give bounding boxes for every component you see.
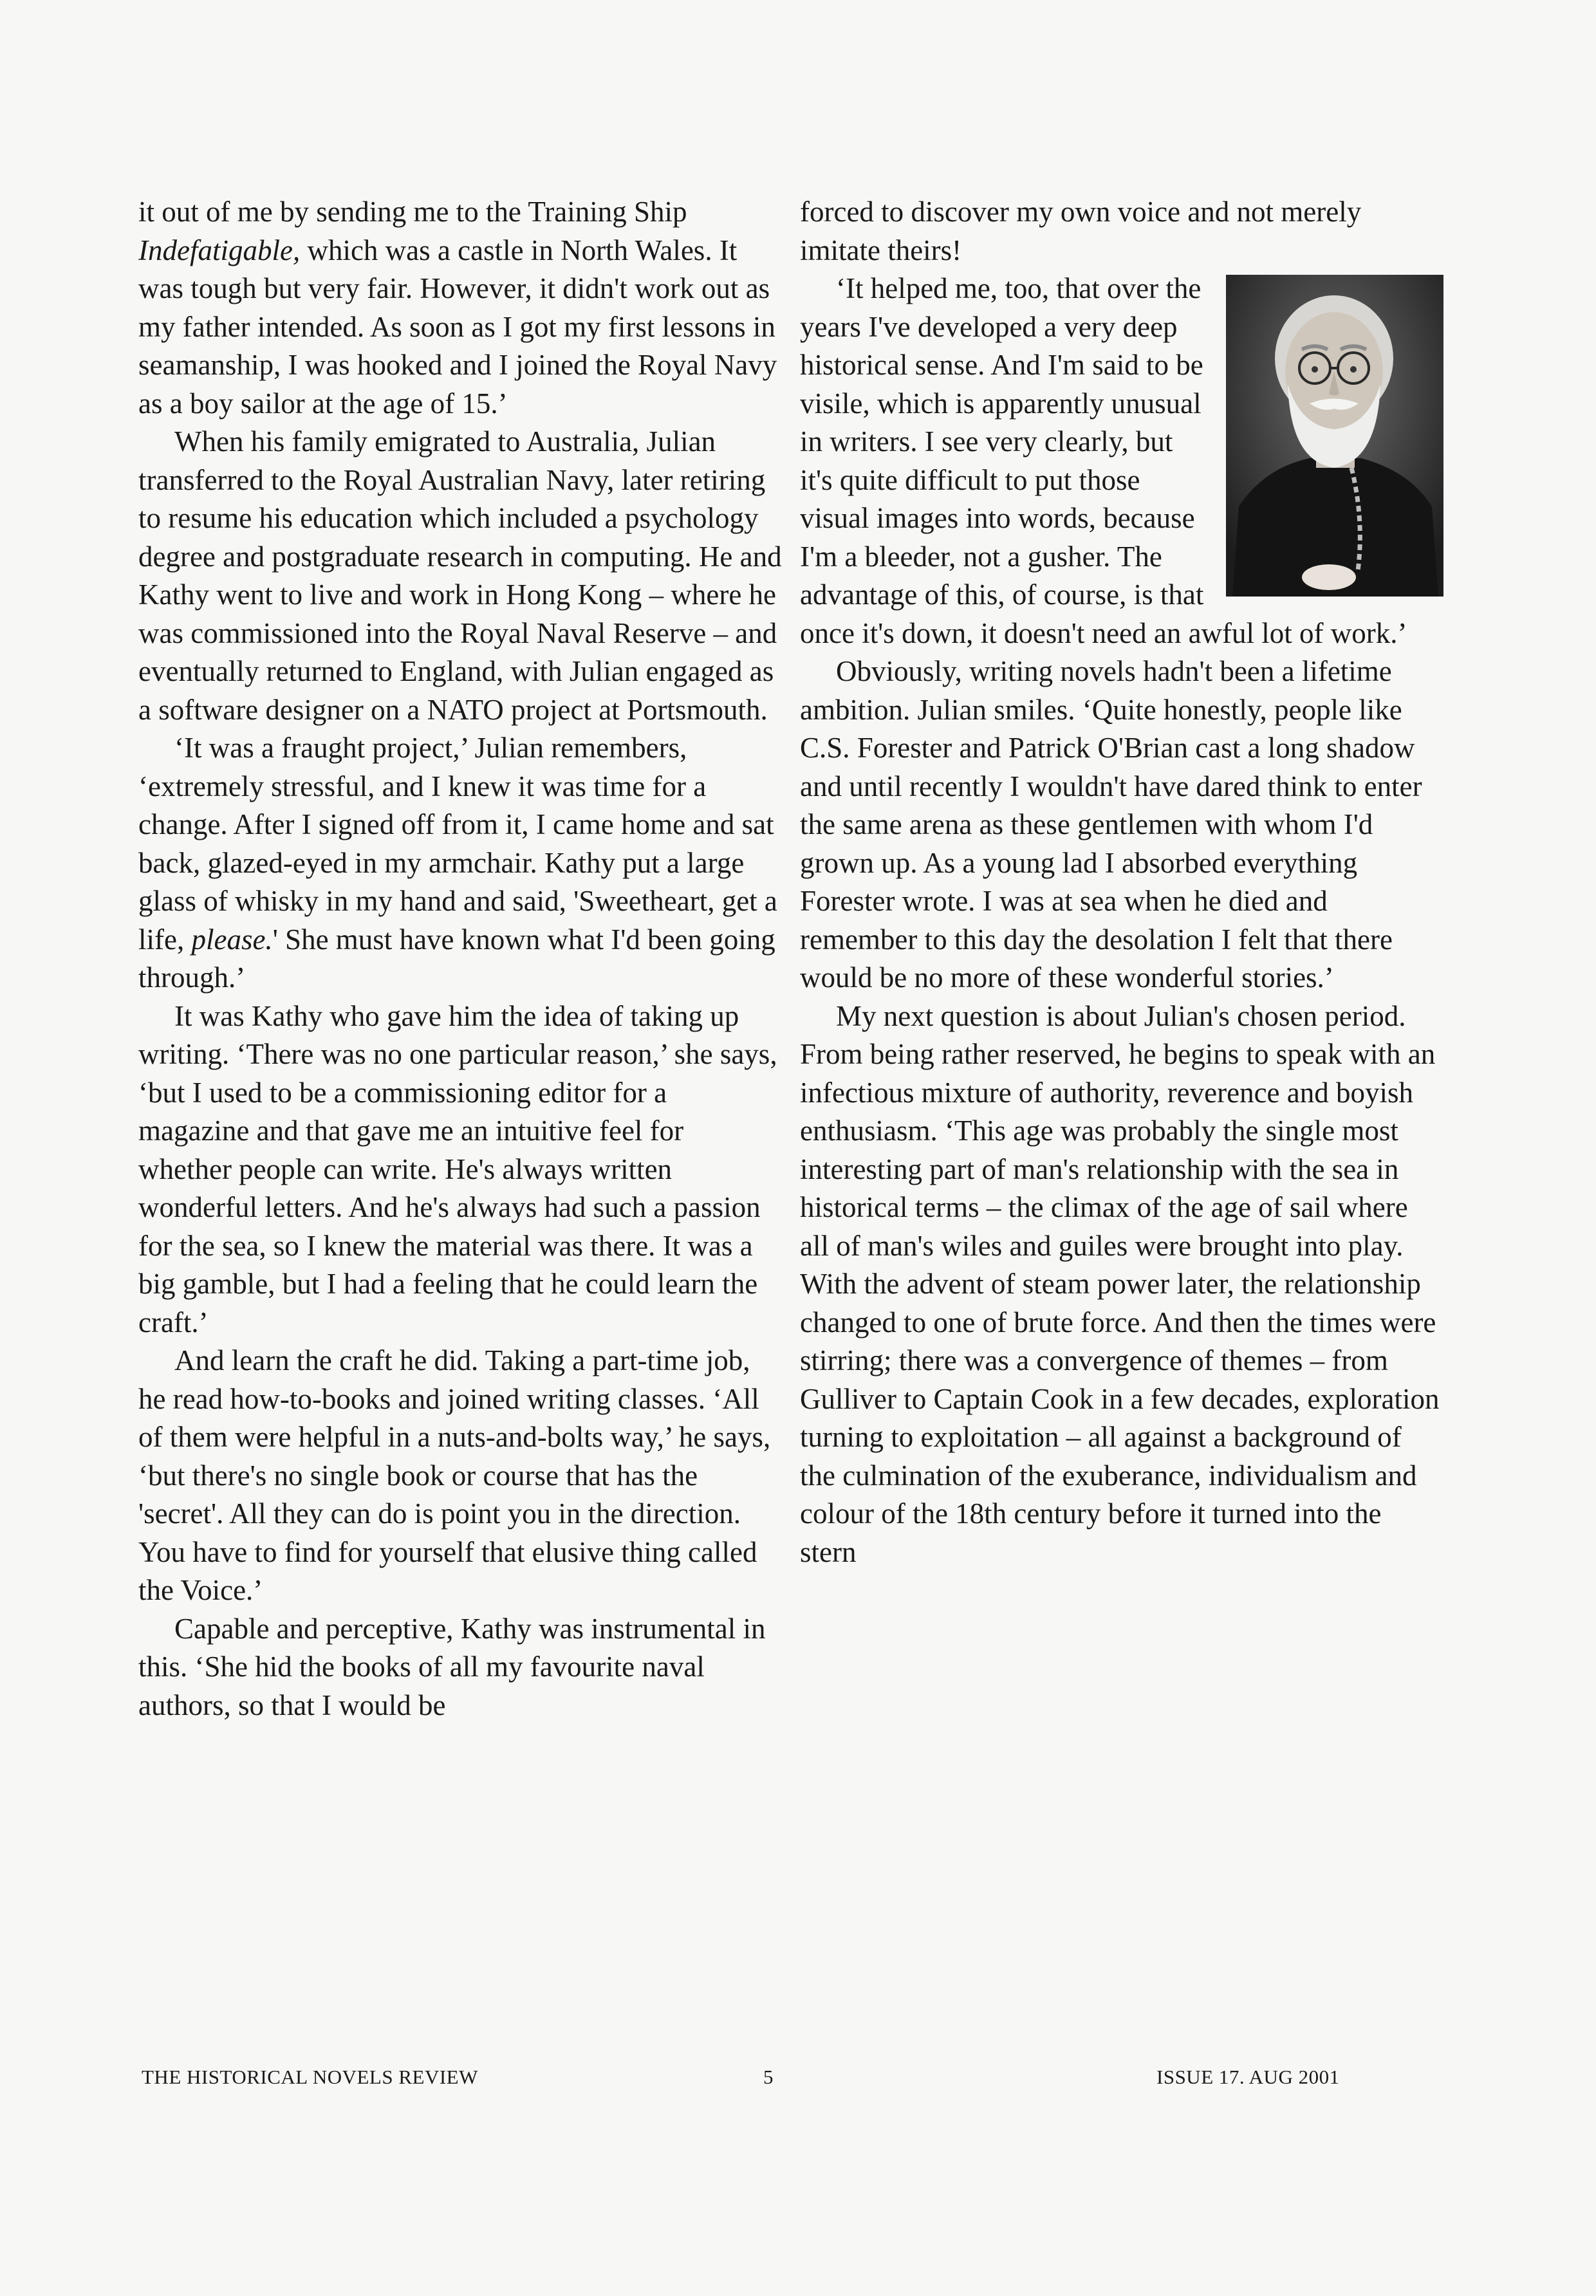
author-photo xyxy=(1226,275,1443,597)
footer-publication: THE HISTORICAL NOVELS REVIEW xyxy=(142,2066,478,2088)
paragraph: ‘It helped me, too, that over the years I've developed a very deep historical sense. And I'm said to be visile, which is apparently unusual in writers. I see very clearly, but it's quite difficult to put those visual images into words, because I'm a bleeder, not a gusher. The advantage of this, of course, is that once it's down, it doesn't need an awful lot of work.’ xyxy=(800,272,1407,649)
paragraph xyxy=(138,729,782,997)
paragraph xyxy=(138,193,782,423)
ship-name: Indefatigable, xyxy=(138,234,301,266)
paragraph: When his family emigrated to Australia, Julian transferred to the Royal Australian Navy, later retiring to resume his education which included a psychology degree and postgraduate research in computing. He and Kathy went to live and work in Hong Kong – where he was commissioned into the Royal Naval Reserve – and eventually returned to England, with Julian engaged as a software designer on a NATO project at Portsmouth. xyxy=(138,425,782,726)
paragraph: forced to discover my own voice and not merely imitate theirs! xyxy=(800,196,1362,266)
emphasis-text: please. xyxy=(191,923,273,956)
footer-page-number: 5 xyxy=(763,2066,774,2088)
paragraph: And learn the craft he did. Taking a part-time job, he read how-to-books and joined writing classes. ‘All of them were helpful in a nuts-and-bolts way,’ he says, ‘but there's no single book or course that has the 'secret'. All they can do is point you in the direction. You have to find for yourself that elusive thing called the Voice.’ xyxy=(138,1344,771,1606)
paragraph-text: which was a castle in North Wales. It was tough but very fair. However, it didn't work out as my father intended. As soon as I got my first lessons in seamanship, I was hooked and I joined the Royal Navy as a boy sailor at the age of 15.’ xyxy=(138,234,777,420)
paragraph: Capable and perceptive, Kathy was instrumental in this. ‘She hid the books of all my favourite naval authors, so that I would be xyxy=(138,1612,766,1721)
article-left-column xyxy=(138,193,782,1725)
paragraph-text: ‘It was a fraught project,’ Julian remembers, ‘extremely stressful, and I knew it was time for a change. After I signed off from it, I came home and sat back, glazed-eyed in my armchair. Kathy put a large glass of whisky in my hand and said, 'Sweetheart, get a life, xyxy=(138,732,777,956)
paragraph-text: ' She must have known what I'd been going through.’ xyxy=(138,923,775,994)
footer-issue: ISSUE 17. AUG 2001 xyxy=(1156,2066,1340,2088)
article-right-column xyxy=(800,193,1443,1571)
paragraph-text: it out of me by sending me to the Training Ship xyxy=(138,196,687,228)
paragraph: Obviously, writing novels hadn't been a lifetime ambition. Julian smiles. ‘Quite honestly, people like C.S. Forester and Patrick O'Brian cast a long shadow and until recently I wouldn't have dared think to enter the same arena as these gentlemen with whom I'd grown up. As a young lad I absorbed everything Forester wrote. I was at sea when he died and remember to this day the desolation I felt that there would be no more of these wonderful stories.’ xyxy=(800,655,1422,994)
paragraph: My next question is about Julian's chosen period. From being rather reserved, he begins to speak with an infectious mixture of authority, reverence and boyish enthusiasm. ‘This age was probably the single most interesting part of man's relationship with the sea in historical terms – the climax of the age of sail where all of man's wiles and guiles were brought into play. With the advent of steam power later, the relationship changed to one of brute force. And then the times were stirring; there was a convergence of themes – from Gulliver to Captain Cook in a few decades, exploration turning to exploitation – all against a background of the culmination of the exuberance, individualism and colour of the 18th century before it turned into the stern xyxy=(800,999,1440,1568)
paragraph: It was Kathy who gave him the idea of taking up writing. ‘There was no one particular reason,’ she says, ‘but I used to be a commissioning editor for a magazine and that gave me an intuitive feel for whether people can write. He's always written wonderful letters. And he's always had such a passion for the sea, so I knew the material was there. It was a big gamble, but I had a feeling that he could learn the craft.’ xyxy=(138,999,777,1338)
